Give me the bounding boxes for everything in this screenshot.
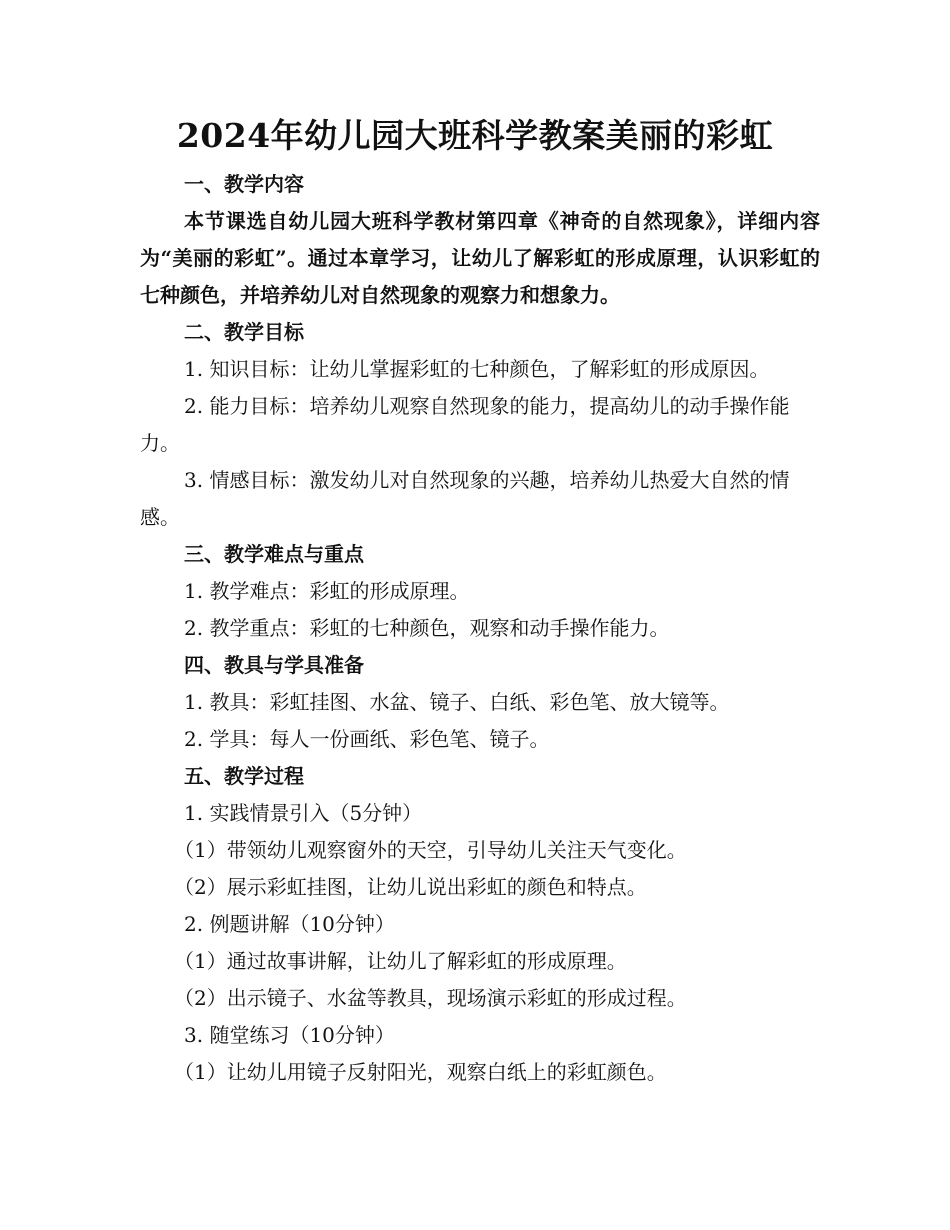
document-title: 2024年幼儿园大班科学教案美丽的彩虹 xyxy=(176,116,774,155)
goal-item-emotion: 3. 情感目标：激发幼儿对自然现象的兴趣，培养幼儿热爱大自然的情感。 xyxy=(140,468,790,529)
section-heading-process: 五、教学过程 xyxy=(184,764,304,788)
material-item-student: 2. 学具：每人一份画纸、彩色笔、镜子。 xyxy=(184,727,550,751)
section-heading-goals: 二、教学目标 xyxy=(184,320,304,344)
key-point-item: 2. 教学重点：彩虹的七种颜色，观察和动手操作能力。 xyxy=(184,616,670,640)
difficulty-item: 1. 教学难点：彩虹的形成原理。 xyxy=(184,579,470,603)
process-substep: （1）让幼儿用镜子反射阳光，观察白纸上的彩虹颜色。 xyxy=(174,1060,667,1084)
process-step-example: 2. 例题讲解（10分钟） xyxy=(184,912,395,936)
section-heading-content: 一、教学内容 xyxy=(184,172,304,196)
section-heading-materials: 四、教具与学具准备 xyxy=(184,653,364,677)
process-substep: （2）出示镜子、水盆等教具，现场演示彩虹的形成过程。 xyxy=(174,986,687,1010)
section-heading-difficulty: 三、教学难点与重点 xyxy=(184,542,364,566)
process-step-intro: 1. 实践情景引入（5分钟） xyxy=(184,801,423,825)
process-substep: （2）展示彩虹挂图，让幼儿说出彩虹的颜色和特点。 xyxy=(174,875,647,899)
section-paragraph-content: 本节课选自幼儿园大班科学教材第四章《神奇的自然现象》，详细内容为“美丽的彩虹”。通过本章学习，让幼儿了解彩虹的形成原理，认识彩虹的七种颜色，并培养幼儿对自然现象的观察力和想象力。 xyxy=(140,209,820,307)
document-body xyxy=(140,166,820,1091)
process-step-practice: 3. 随堂练习（10分钟） xyxy=(184,1023,395,1047)
process-substep: （1）通过故事讲解，让幼儿了解彩虹的形成原理。 xyxy=(174,949,627,973)
goal-item-knowledge: 1. 知识目标：让幼儿掌握彩虹的七种颜色，了解彩虹的形成原因。 xyxy=(184,357,770,381)
goal-item-ability: 2. 能力目标：培养幼儿观察自然现象的能力，提高幼儿的动手操作能力。 xyxy=(140,394,790,455)
material-item-teacher: 1. 教具：彩虹挂图、水盆、镜子、白纸、彩色笔、放大镜等。 xyxy=(184,690,730,714)
process-substep: （1）带领幼儿观察窗外的天空，引导幼儿关注天气变化。 xyxy=(174,838,687,862)
